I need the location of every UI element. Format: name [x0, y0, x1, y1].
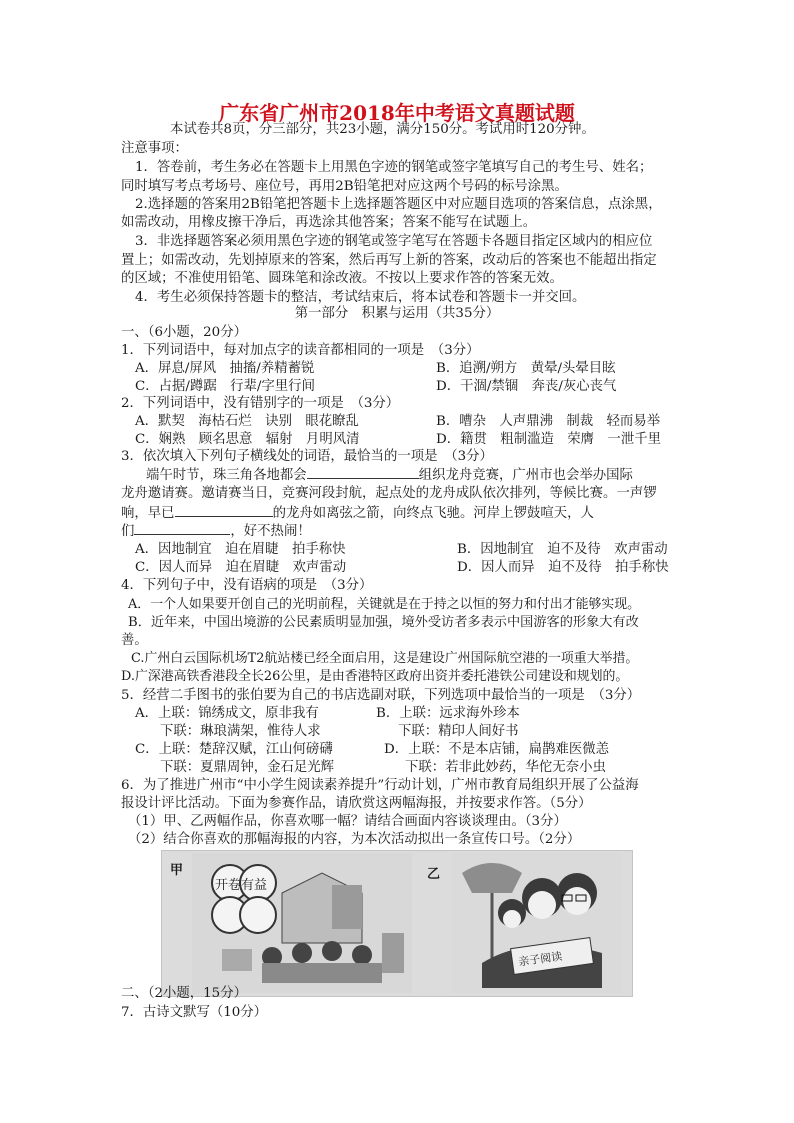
- answer-blank: [175, 504, 273, 517]
- q5-stem: 5．经营二手图书的张伯要为自己的书店选副对联，下列选项中最恰当的一项是 （3分）: [121, 688, 641, 703]
- section1-heading: 一、（6小题，20分）: [121, 325, 247, 340]
- exam-title: 广东省广州市2018年中考语文真题试题: [219, 101, 575, 125]
- answer-blank: [134, 522, 230, 535]
- notice-line: 如需改动，用橡皮擦干净后，再选涂其他答案；答案不能写在试题上。: [121, 215, 537, 230]
- q5-option-d-upper: D．上联：不是本店铺，扁鹊难医微恙: [384, 742, 609, 757]
- q3-passage-text: 响，早已: [121, 506, 175, 521]
- poster-a-slogan: 开卷有益: [215, 878, 268, 893]
- notice-line: 同时填写考点考场号、座位号，再用2B铅笔把对应这两个号码的标号涂黑。: [121, 179, 568, 194]
- q3-passage-line: [146, 466, 633, 485]
- q1-option-b: B．追溯/朔方 黄晕/头晕目眩: [436, 361, 616, 376]
- q2-option-b: B．嘈杂 人声鼎沸 制裁 轻而易举: [436, 414, 661, 429]
- q5-option-c-upper: C．上联：楚辞汉赋，江山何磅礴: [135, 742, 333, 757]
- poster-images: [161, 850, 633, 997]
- notice-line: 的区域；不准使用铅笔、圆珠笔和涂改液。不按以上要求作答的答案无效。: [121, 271, 563, 286]
- q2-option-c: C．娴熟 顾名思意 辐射 月明风清: [135, 432, 360, 447]
- q1-option-d: D．干涸/禁锢 奔丧/灰心丧气: [436, 379, 617, 394]
- notice-line: 1．答卷前，考生务必在答题卡上用黑色字迹的钢笔或签字笔填写自己的考生号、姓名；: [135, 160, 653, 175]
- notice-line: 置上；如需改动，先划掉原来的答案，然后再写上新的答案，改动后的答案也不能超出指定: [121, 253, 657, 268]
- q3-stem: 3．依次填入下列句子横线处的词语，最恰当的一项是 （3分）: [121, 449, 493, 464]
- q3-passage-text: 们: [121, 524, 135, 539]
- q4-option-b: B．近年来，中国出境游的公民素质明显加强，境外受访者多表示中国游客的形象大有改: [128, 615, 639, 630]
- q6-sub-question-1: （1）甲、乙两幅作品，你喜欢哪一幅？请结合画面内容谈谈理由。（3分）: [128, 814, 567, 829]
- q5-option-b-upper: B．上联：远求海外珍本: [376, 706, 520, 721]
- q3-passage-text: 端午时节，珠三角各地都会: [146, 468, 307, 483]
- q6-sub-question-2: （2）结合你喜欢的那幅海报的内容，为本次活动拟出一条宣传口号。（2分）: [128, 832, 581, 847]
- poster-b-slogan: 亲子阅读: [517, 949, 564, 969]
- q3-passage-text: 组织龙舟竞赛，广州市也会举办国际: [418, 468, 633, 483]
- q2-option-d: D．籍贯 粗制滥造 荣膺 一泄千里: [436, 432, 661, 447]
- poster-a-illustration: [192, 853, 412, 993]
- answer-blank: [307, 466, 419, 479]
- q6-stem-cont: 报设计评比活动。下面为参赛作品，请欣赏这两幅海报，并按要求作答。（5分）: [121, 796, 592, 811]
- notice-line: 4．考生必须保持答题卡的整洁，考试结束后，将本试卷和答题卡一并交回。: [135, 290, 586, 305]
- q2-stem: 2．下列词语中，没有错别字的一项是 （3分）: [121, 396, 400, 411]
- q4-option-b-cont: 善。: [121, 633, 148, 648]
- q4-option-c: C.广州白云国际机场T2航站楼已经全面启用，这是建设广州国际航空港的一项重大举措。: [131, 651, 639, 666]
- poster-b-illustration: [452, 853, 622, 993]
- q3-option-c: C．因人而异 迫在眉睫 欢声雷动: [135, 560, 347, 575]
- q3-passage-line: [121, 504, 594, 523]
- q3-passage-text: ，好不热闹！: [230, 524, 311, 539]
- q3-option-b: B．因地制宜 迫不及待 欢声雷动: [457, 542, 668, 557]
- q5-option-b-lower: 下联：精印人间好书: [398, 724, 519, 739]
- notice-heading: 注意事项：: [121, 141, 188, 156]
- q1-option-a: A．屏息/屏风 抽搐/养精蓄锐: [135, 361, 315, 376]
- q3-option-a: A．因地制宜 迫在眉睫 拍手称快: [135, 542, 346, 557]
- notice-line: 2.选择题的答案用2B铅笔把答题卡上选择题答题区中对应题目选项的答案信息，点涂黑，: [135, 197, 662, 212]
- q5-option-a-lower: 下联：琳琅满架，惟待人求: [160, 724, 321, 739]
- q4-option-d: D.广深港高铁香港段全长26公里，是由香港特区政府出资并委托港铁公司建设和规划的。: [121, 669, 629, 684]
- q1-stem: 1．下列词语中，每对加点字的读音都相同的一项是 （3分）: [121, 343, 480, 358]
- section2-heading: 二、（2小题，15分）: [121, 986, 247, 1001]
- poster-a-label: 甲: [170, 863, 184, 878]
- q5-option-d-lower: 下联：若非此妙药，华佗无奈小虫: [405, 760, 606, 775]
- q3-option-d: D．因人而异 迫不及待 拍手称快: [457, 560, 669, 575]
- q7-stem: 7．古诗文默写（10分）: [121, 1005, 268, 1020]
- q4-stem: 4．下列句子中，没有语病的项是 （3分）: [121, 578, 373, 593]
- exam-intro: 本试卷共8页，分三部分，共23小题，满分150分。考试用时120分钟。: [170, 122, 595, 137]
- q6-stem: 6．为了推进广州市“中小学生阅读素养提升”行动计划，广州市教育局组织开展了公益海: [121, 778, 639, 793]
- poster-b-label: 乙: [427, 867, 441, 882]
- q5-option-c-lower: 下联：夏鼎周钟，金石足光辉: [160, 760, 335, 775]
- q5-option-a-upper: A．上联：锦绣成文，原非我有: [135, 706, 319, 721]
- q2-option-a: A．默契 海枯石烂 诀别 眼花瞭乱: [135, 414, 359, 429]
- q1-option-c: C．占据/蹲踞 行辈/字里行间: [135, 379, 315, 394]
- q3-passage-line: 龙舟邀请赛。邀请赛当日，竞赛河段封航，起点处的龙舟成队依次排列，等候比赛。一声锣: [121, 486, 657, 501]
- part1-heading: 第一部分 积累与运用（共35分）: [294, 306, 500, 321]
- notice-line: 3．非选择题答案必须用黑色字迹的钢笔或签字笔写在答题卡各题目指定区域内的相应位: [135, 234, 653, 249]
- q3-passage-line: [121, 522, 311, 541]
- q4-option-a: A．一个人如果要开创自己的光明前程，关键就是在于持之以恒的努力和付出才能够实现。: [128, 597, 641, 612]
- q3-passage-text: 的龙舟如离弦之箭，向终点飞驰。河岸上锣鼓喧天，人: [272, 506, 594, 521]
